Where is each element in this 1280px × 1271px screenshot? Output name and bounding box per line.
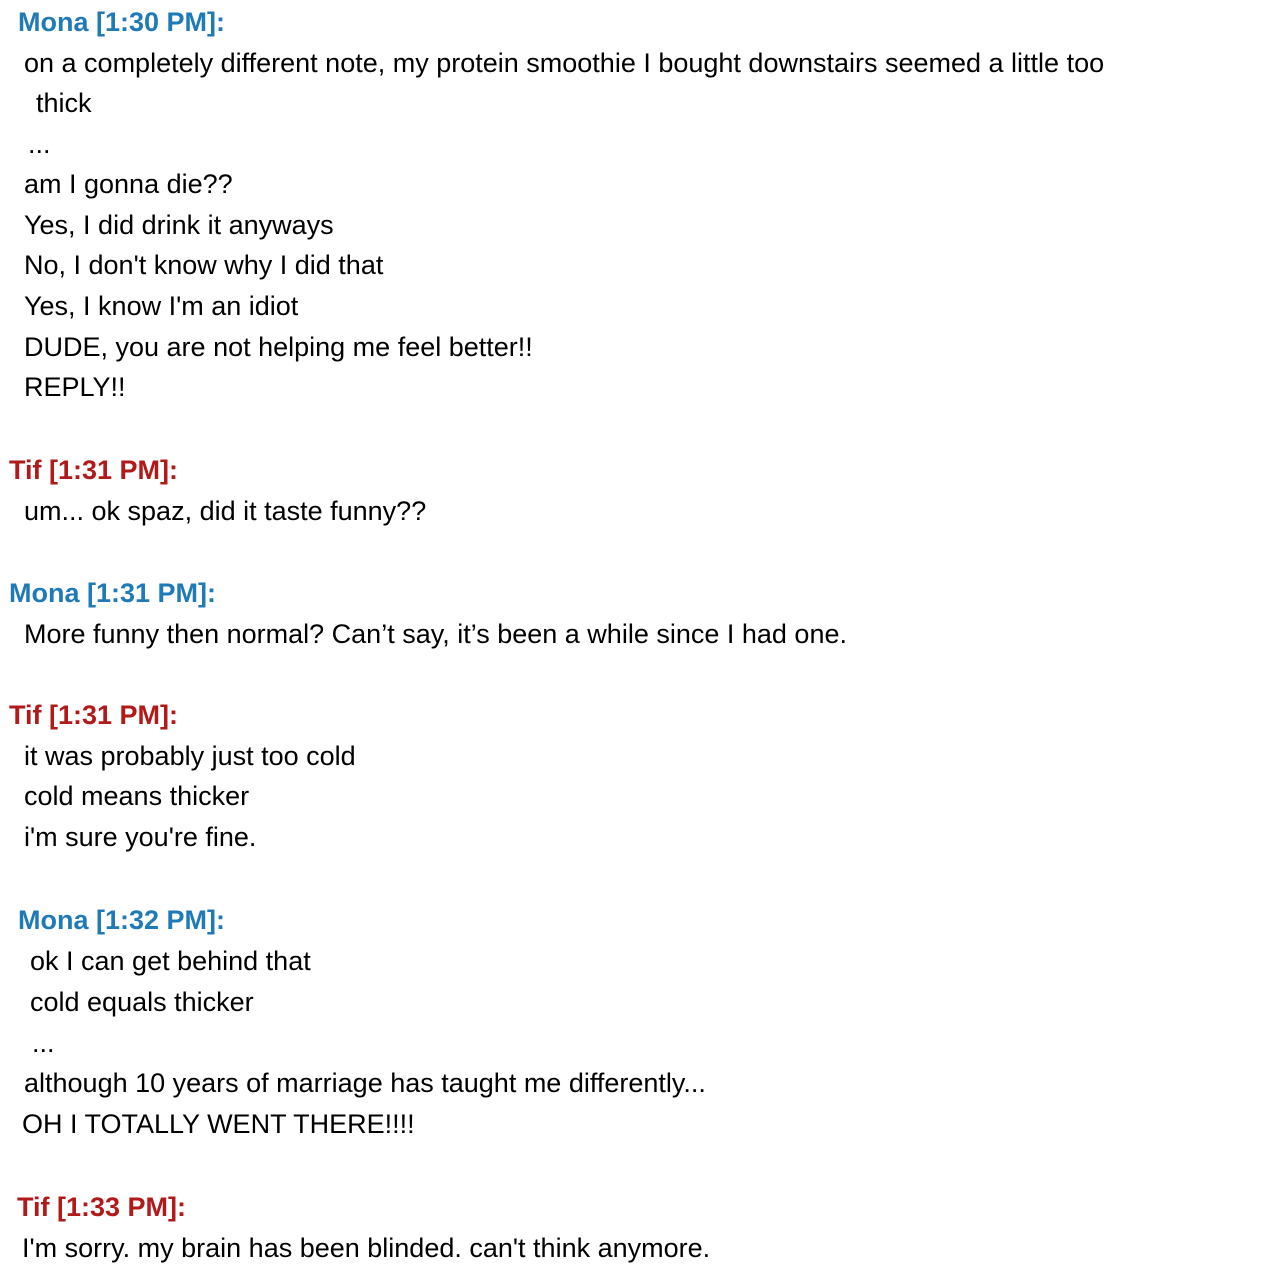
speaker-header: Tif [1:31 PM]: — [9, 455, 179, 485]
message-line: ... — [32, 1028, 55, 1058]
message-line: Yes, I know I'm an idiot — [24, 291, 299, 321]
message-line: ok I can get behind that — [30, 946, 311, 976]
message-line: OH I TOTALLY WENT THERE!!!! — [22, 1109, 415, 1139]
speaker-header: Mona [1:30 PM]: — [18, 7, 226, 37]
message-line: on a completely different note, my protein smoothie I bought downstairs seemed a little too — [24, 48, 1105, 78]
message-line: More funny then normal? Can’t say, it’s been a while since I had one. — [24, 619, 847, 649]
message-line: um... ok spaz, did it taste funny?? — [24, 496, 427, 526]
message-line: i'm sure you're fine. — [24, 822, 257, 852]
message-line: although 10 years of marriage has taught me differently... — [24, 1068, 706, 1098]
message-line: I'm sorry. my brain has been blinded. can't think anymore. — [22, 1233, 711, 1263]
message-line: Yes, I did drink it anyways — [24, 210, 334, 240]
message-line: DUDE, you are not helping me feel better!! — [24, 332, 533, 362]
speaker-header: Mona [1:32 PM]: — [18, 905, 226, 935]
speaker-header: Tif [1:31 PM]: — [9, 700, 179, 730]
message-line: thick — [36, 88, 92, 118]
speaker-header: Tif [1:33 PM]: — [17, 1192, 187, 1222]
message-line: it was probably just too cold — [24, 741, 356, 771]
speaker-header: Mona [1:31 PM]: — [9, 578, 217, 608]
message-line: cold means thicker — [24, 781, 250, 811]
message-line: cold equals thicker — [30, 987, 254, 1017]
message-line: No, I don't know why I did that — [24, 250, 384, 280]
message-line: REPLY!! — [24, 372, 126, 402]
message-line: am I gonna die?? — [24, 169, 233, 199]
message-line: ... — [28, 129, 51, 159]
